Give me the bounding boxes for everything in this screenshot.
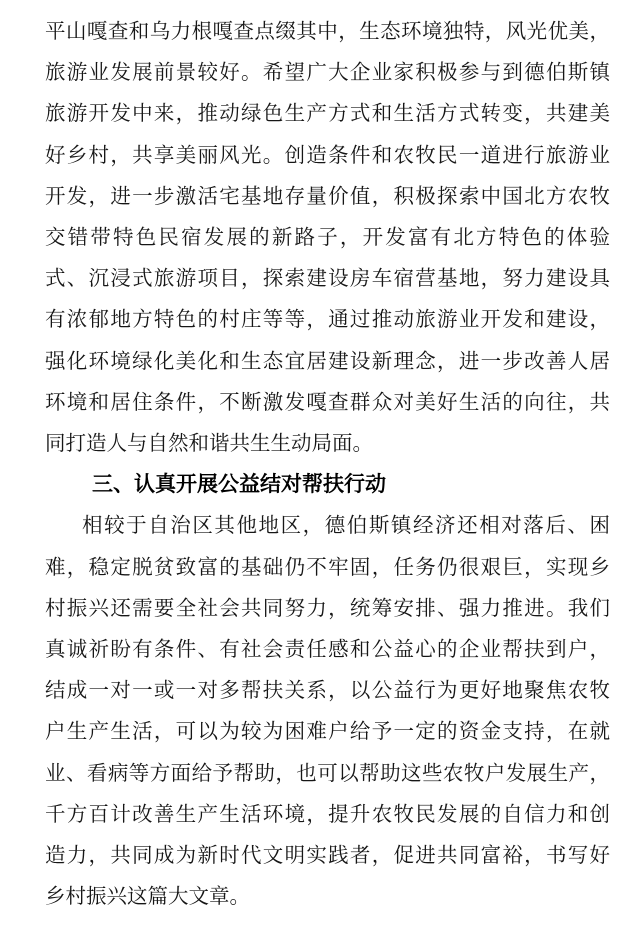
text-line: 同打造人与自然和谐共生生动局面。 bbox=[45, 432, 373, 456]
text-line: 业、看病等方面给予帮助，也可以帮助这些农牧户发展生产， bbox=[45, 761, 610, 785]
text-line: 好乡村，共享美丽风光。创造条件和农牧民一道进行旅游业 bbox=[45, 143, 610, 167]
text-line: 乡村振兴这篇大文章。 bbox=[45, 885, 250, 909]
text-line: 户生产生活，可以为较为困难户给予一定的资金支持，在就 bbox=[45, 720, 610, 744]
text-line: 难，稳定脱贫致富的基础仍不牢固，任务仍很艰巨，实现乡 bbox=[45, 555, 610, 579]
text-line: 式、沉浸式旅游项目，探索建设房车宿营基地，努力建设具 bbox=[45, 267, 610, 291]
paragraph-tourism-development bbox=[45, 11, 610, 464]
text-line: 平山嘎查和乌力根嘎查点缀其中，生态环境独特，风光优美， bbox=[45, 20, 610, 43]
text-line: 旅游开发中来，推动绿色生产方式和生活方式转变，共建美 bbox=[45, 102, 610, 126]
text-line: 环境和居住条件，不断激发嘎查群众对美好生活的向往，共 bbox=[45, 390, 610, 414]
text-line: 交错带特色民宿发展的新路子，开发富有北方特色的体验 bbox=[45, 226, 610, 250]
text-line: 造力，共同成为新时代文明实践者，促进共同富裕，书写好 bbox=[45, 844, 610, 868]
text-line: 千方百计改善生产生活环境，提升农牧民发展的自信力和创 bbox=[45, 802, 610, 826]
text-line: 强化环境绿化美化和生态宜居建设新理念，进一步改善人居 bbox=[45, 349, 610, 373]
text-line: 真诚祈盼有条件、有社会责任感和公益心的企业帮扶到户， bbox=[45, 638, 610, 662]
text-line: 相较于自治区其他地区，德伯斯镇经济还相对落后、困 bbox=[82, 514, 610, 538]
paragraph-public-welfare-assistance bbox=[45, 505, 610, 917]
text-line: 开发，进一步激活宅基地存量价值，积极探索中国北方农牧 bbox=[45, 184, 610, 208]
text-line: 有浓郁地方特色的村庄等等，通过推动旅游业开发和建设， bbox=[45, 308, 610, 332]
section-heading: 三、认真开展公益结对帮扶行动 bbox=[92, 473, 386, 497]
text-line: 旅游业发展前景较好。希望广大企业家积极参与到德伯斯镇 bbox=[45, 61, 610, 85]
text-line: 结成一对一或一对多帮扶关系，以公益行为更好地聚焦农牧 bbox=[45, 679, 610, 703]
text-line: 村振兴还需要全社会共同努力，统筹安排、强力推进。我们 bbox=[45, 596, 610, 620]
